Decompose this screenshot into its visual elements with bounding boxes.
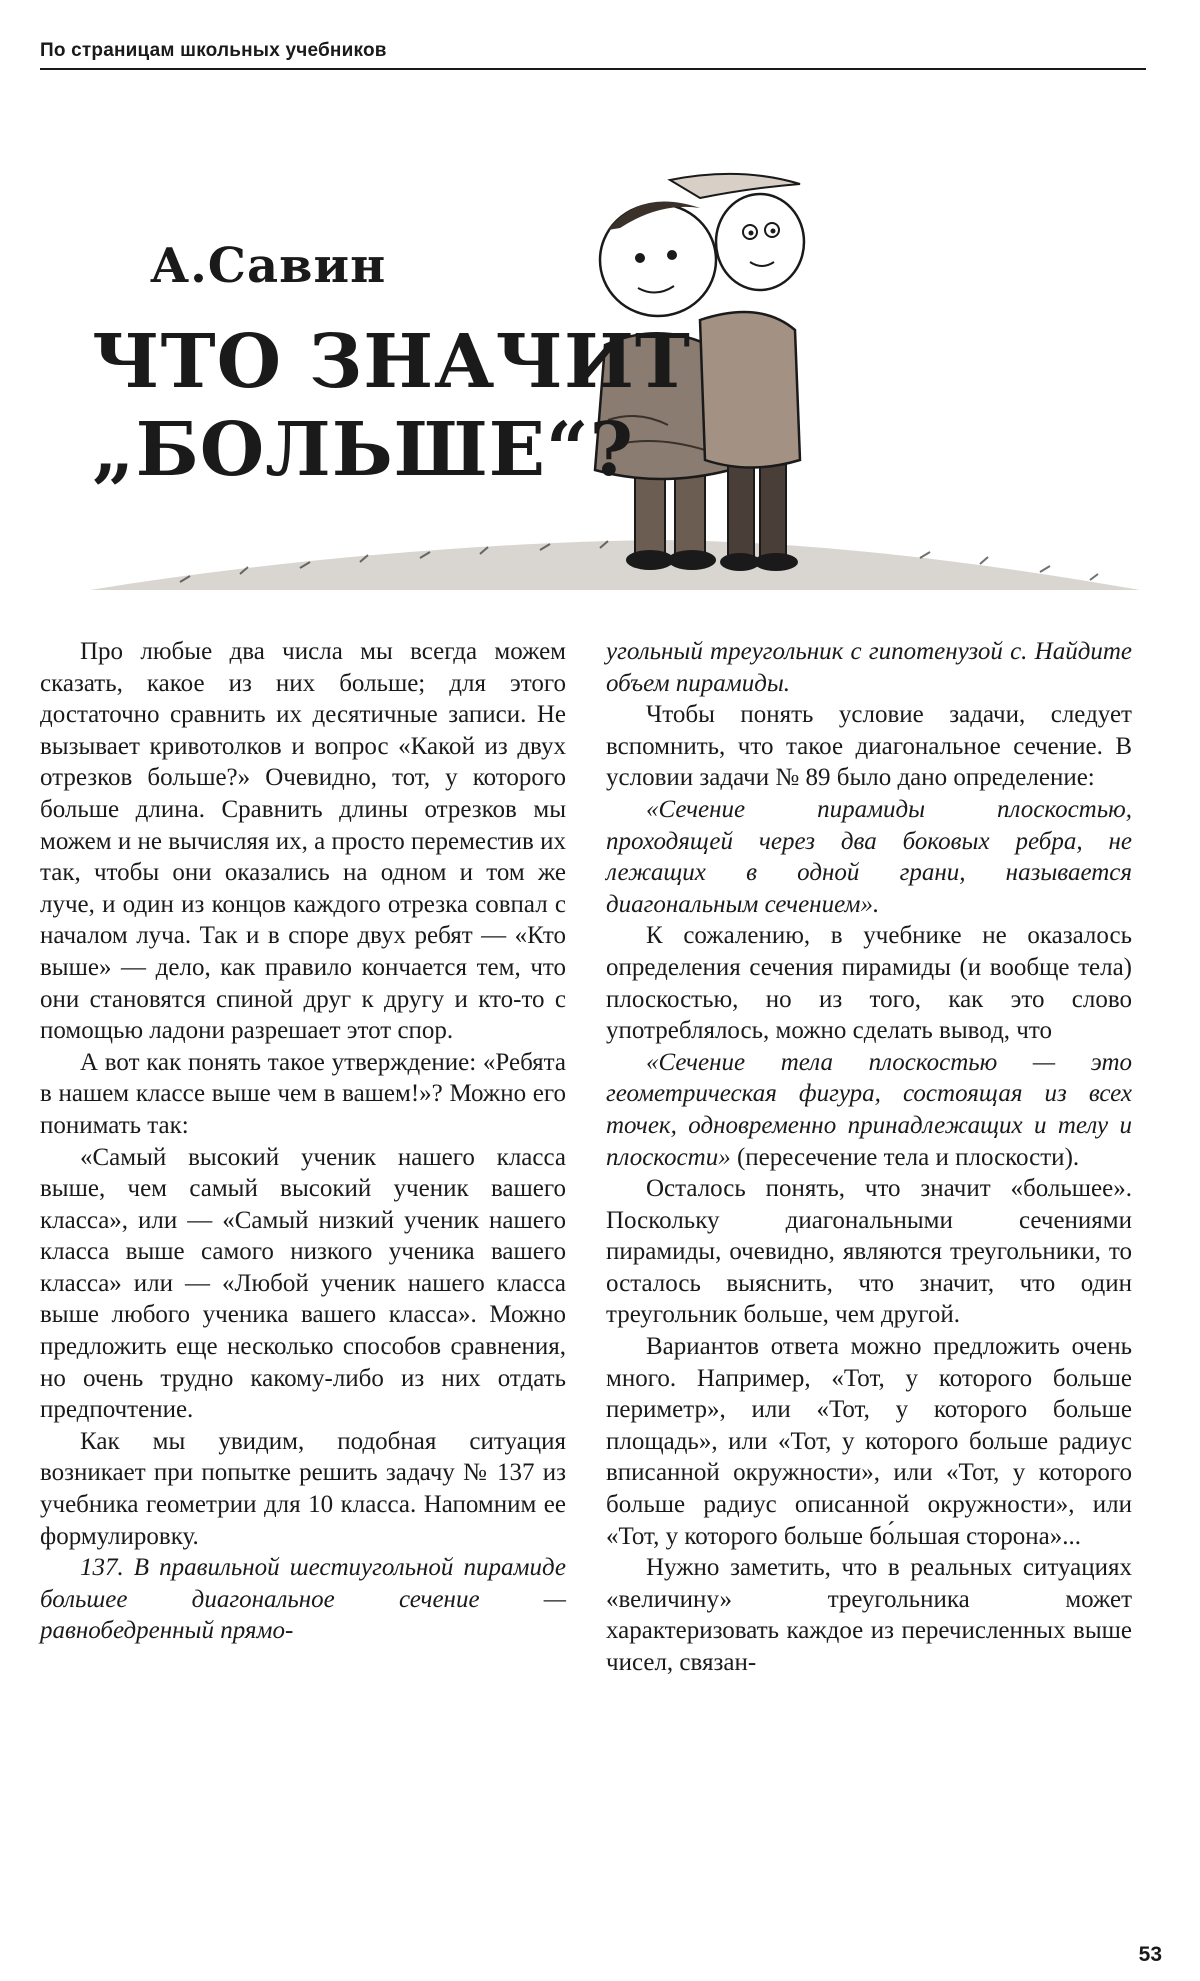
right-column [606,636,1132,1679]
author-name: А.Савин [150,238,387,294]
paragraph-claim: А вот как понять такое утверждение: «Ребята в нашем классе выше чем в вашем!»? Можно его понимать так: [40,1048,566,1139]
definition-section-italic: «Сечение тела плоскостью — это геометрическая фигура, состоящая из всех точек, одновременно принадлежащих и телу и плоскости» [606,1048,1132,1171]
title-line-1: ЧТО ЗНАЧИТ [92,319,691,405]
definition-section [606,1047,1132,1173]
paragraph-no-definition: К сожалению, в учебнике не оказалось определения сечения пирамиды (и вообще тела) плоскостью, но из того, как это слово употреблялось, можно сделать вывод, что [606,922,1132,1045]
header-rule [40,68,1146,70]
problem-statement: 137. В правильной шестиугольной пирамиде большее диагональное сечение — равнобедренный прямо- [40,1554,566,1645]
paragraph-interpretations: «Самый высокий ученик нашего класса выше, чем самый высокий ученик вашего класса», или — «Самый низкий ученик нашего класса выше самого низкого ученика вашего класса» или — «Любой ученик нашего класса выше любого ученика вашего класса». Можно предложить еще несколько способов сравнения, но очень трудно какому-либо из них отдать предпочтение. [40,1143,566,1424]
paragraph-real-situations: Нужно заметить, что в реальных ситуациях «величину» треугольника может характеризовать каждое из перечисленных выше чисел, связан- [606,1554,1132,1676]
definition-diagonal-section: «Сечение пирамиды плоскостью, проходящей через два боковых ребра, не лежащих в одной грани, называется диагональным сечением». [606,795,1132,918]
problem-statement-continued: угольный треугольник с гипотенузой с. Найдите объем пирамиды. [606,638,1132,697]
left-column [40,636,566,1647]
page-number: 53 [1138,1943,1162,1966]
paragraph-variants: Вариантов ответа можно предложить очень много. Например, «Тот, у которого больше периметр», или «Тот, у которого больше площадь», или «Тот, у которого больше радиус вписанной окружности», или «Тот, у которого больше радиус описанной окружности», или «Тот, у которого больше бо́льшая сторона»... [606,1333,1132,1550]
paragraph-definition-intro: Чтобы понять условие задачи, следует вспомнить, что такое диагональное сечение. В условии задачи № 89 было дано определение: [606,701,1132,792]
definition-section-tail: (пересечение тела и плоскости). [730,1143,1080,1171]
running-head: По страницам школьных учебников [40,40,387,61]
paragraph-what-is-bigger: Осталось понять, что значит «большее». Поскольку диагональными сечениями пирамиды, очевидно, являются треугольники, то осталось выяснить, что значит, что один треугольник больше, чем другой. [606,1175,1132,1329]
paragraph-intro: Про любые два числа мы всегда можем сказать, какое из них больше; для этого достаточно сравнить их десятичные записи. Не вызывает кривотолков и вопрос «Какой из двух отрезков больше?» Очевидно, тот, у которого больше длина. Сравнить длины отрезков мы можем и не вычисляя их, а просто переместив их так, чтобы они оказались на одном и том же луче, и один из концов каждого отрезка совпал с началом луча. Так и в споре двух ребят — «Кто выше» — дело, как правило кончается тем, что они становятся спиной друг к другу и кто-то с помощью ладони разрешает этот спор. [40,638,566,1045]
paragraph-task-ref: Как мы увидим, подобная ситуация возникает при попытке решить задачу № 137 из учебника геометрии для 10 класса. Напомним ее формулировку. [40,1427,566,1550]
title-line-2: „БОЛЬШЕ“? [92,407,634,493]
article-title [92,318,692,494]
